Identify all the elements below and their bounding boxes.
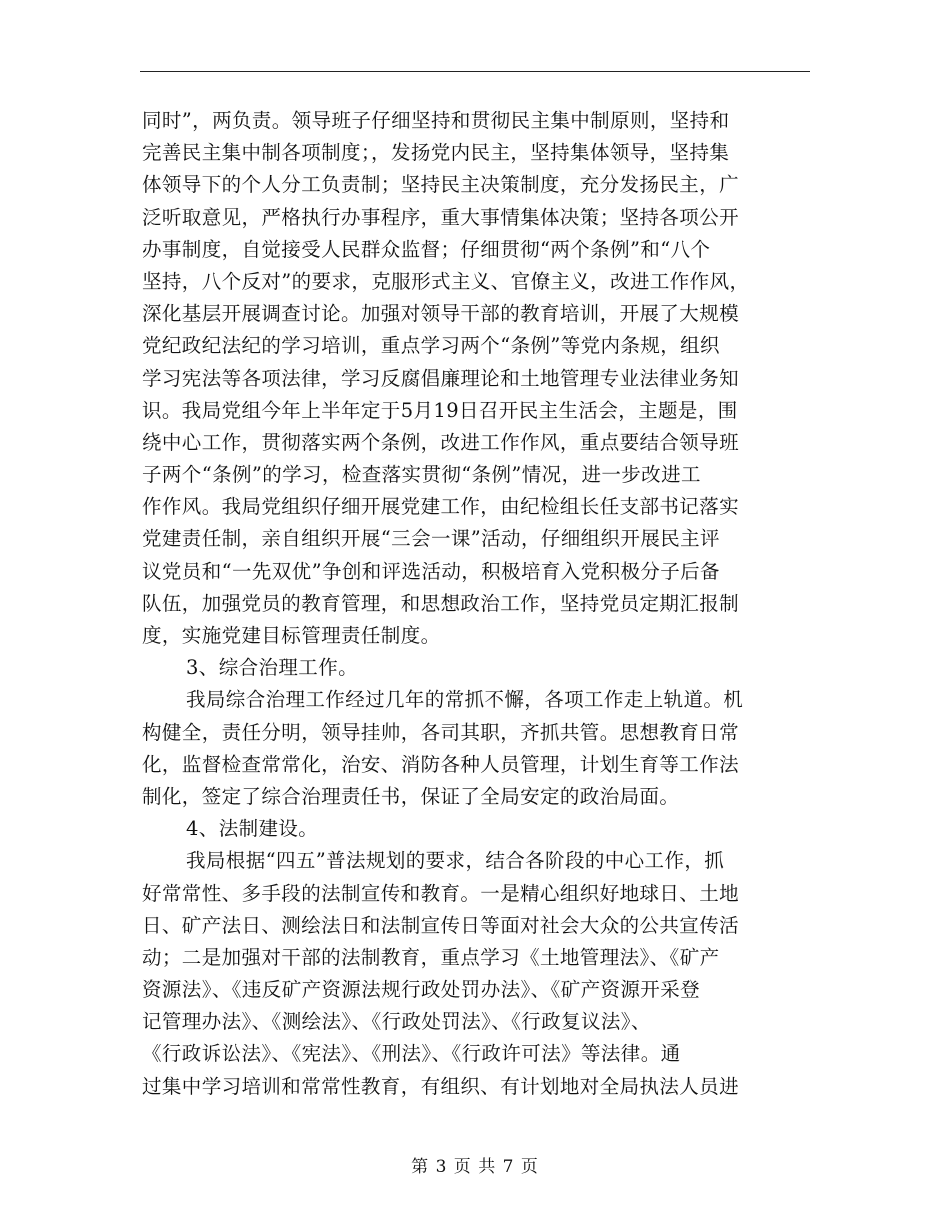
text-line: 学习宪法等各项法律，学习反腐倡廉理论和土地管理专业法律业务知	[142, 366, 740, 390]
text-line: 体领导下的个人分工负责制；坚持民主决策制度，充分发扬民主，广	[142, 173, 740, 197]
text-line: 构健全，责任分明，领导挂帅，各司其职，齐抓共管。思想教育日常	[142, 720, 740, 744]
document-body	[142, 105, 812, 1103]
section-heading: 3、综合治理工作。	[186, 656, 359, 680]
text-line: 党纪政纪法纪的学习培训，重点学习两个“条例”等党内条规，组织	[142, 334, 720, 358]
text-line: 坚持，八个反对”的要求，克服形式主义、官僚主义，改进工作作风，	[142, 269, 750, 293]
text-line: 完善民主集中制各项制度；，发扬党内民主，坚持集体领导，坚持集	[142, 141, 730, 165]
text-line: 化，监督检查常常化，治安、消防各种人员管理，计划生育等工作法	[142, 752, 740, 776]
page-number-footer: 第 3 页 共 7 页	[411, 1157, 539, 1177]
text-line: 过集中学习培训和常常性教育，有组织、有计划地对全局执法人员进	[142, 1074, 740, 1098]
text-line: 绕中心工作，贯彻落实两个条例，改进工作作风，重点要结合领导班	[142, 430, 740, 454]
text-line: 我局根据“四五”普法规划的要求，结合各阶段的中心工作，抓	[186, 849, 725, 873]
text-line: 我局综合治理工作经过几年的常抓不懈，各项工作走上轨道。机	[186, 688, 744, 712]
text-line: 制化，签定了综合治理责任书，保证了全局安定的政治局面。	[142, 784, 680, 808]
text-line: 办事制度，自觉接受人民群众监督；仔细贯彻“两个条例”和“八个	[142, 237, 711, 261]
text-line: 作作风。我局党组织仔细开展党建工作，由纪检组长任支部书记落实	[142, 495, 740, 519]
text-line: 子两个“条例”的学习，检查落实贯彻“条例”情况，进一步改进工	[142, 463, 701, 487]
text-line: 党建责任制，亲自组织开展“三会一课”活动，仔细组织开展民主评	[142, 527, 720, 551]
header-rule	[140, 71, 810, 72]
text-line: 动；二是加强对干部的法制教育，重点学习《土地管理法》、《矿产	[142, 945, 720, 969]
text-line: 好常常性、多手段的法制宣传和教育。一是精心组织好地球日、土地	[142, 881, 740, 905]
text-line: 度，实施党建目标管理责任制度。	[142, 624, 441, 647]
text-line: 同时”，两负责。领导班子仔细坚持和贯彻民主集中制原则，坚持和	[142, 109, 730, 132]
text-line: 议党员和“一先双优”争创和评选活动，积极培育入党积极分子后备	[142, 559, 720, 583]
text-line: 记管理办法》、《测绘法》、《行政处罚法》、《行政复议法》、	[142, 1010, 651, 1034]
text-line: 队伍，加强党员的教育管理，和思想政治工作，坚持党员定期汇报制	[142, 591, 740, 615]
section-heading: 4、法制建设。	[186, 817, 319, 841]
text-line: 识。我局党组今年上半年定于5月19日召开民主生活会，主题是，围	[142, 398, 738, 422]
text-line: 日、矿产法日、测绘法日和法制宣传日等面对社会大众的公共宣传活	[142, 913, 740, 937]
text-line: 资源法》、《违反矿产资源法规行政处罚办法》、《矿产资源开采登	[142, 978, 701, 1002]
text-line: 泛听取意见，严格执行办事程序，重大事情集体决策；坚持各项公开	[142, 205, 740, 229]
text-line: 《行政诉讼法》、《宪法》、《刑法》、《行政许可法》等法律。通	[142, 1042, 681, 1066]
text-line: 深化基层开展调查讨论。加强对领导干部的教育培训，开展了大规模	[142, 302, 740, 326]
